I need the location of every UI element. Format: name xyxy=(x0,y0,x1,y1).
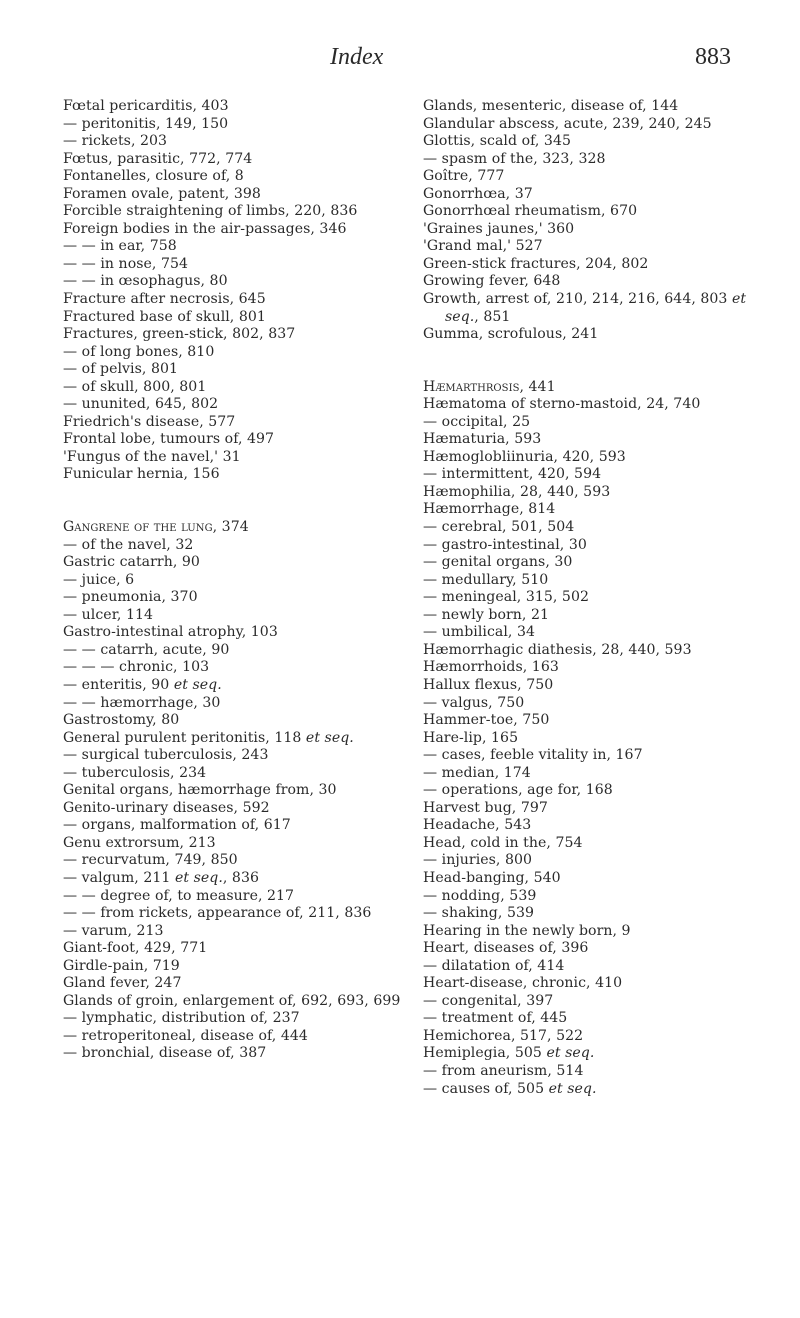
index-entry: — — catarrh, acute, 90 xyxy=(63,641,230,658)
index-entry: Gastrostomy, 80 xyxy=(63,712,180,729)
index-entry: Hæmarthrosis, 441 xyxy=(423,378,556,395)
index-entry: — genital organs, 30 xyxy=(423,554,573,571)
right-column xyxy=(423,98,778,1098)
left-column xyxy=(63,98,418,1063)
index-entry: Hæmophilia, 28, 440, 593 xyxy=(423,483,611,500)
index-entry: Hemichorea, 517, 522 xyxy=(423,1027,584,1044)
index-entry: — median, 174 xyxy=(423,764,531,781)
index-entry: — newly born, 21 xyxy=(423,606,550,623)
index-entry: 'Fungus of the navel,' 31 xyxy=(63,448,241,465)
index-entry: — of long bones, 810 xyxy=(63,343,215,360)
index-entry: Head, cold in the, 754 xyxy=(423,834,583,851)
index-entry: Hæmaturia, 593 xyxy=(423,431,542,448)
index-entry: Genu extrorsum, 213 xyxy=(63,834,216,851)
index-entry: — tuberculosis, 234 xyxy=(63,764,207,781)
index-entry: — bronchial, disease of, 387 xyxy=(63,1045,267,1062)
index-entry: Friedrich's disease, 577 xyxy=(63,413,236,430)
index-entry: — — degree of, to measure, 217 xyxy=(63,887,295,904)
index-entry: — organs, malformation of, 617 xyxy=(63,817,291,834)
index-entry: Girdle-pain, 719 xyxy=(63,957,180,974)
index-entry: — of pelvis, 801 xyxy=(63,361,178,378)
index-entry: Heart-disease, chronic, 410 xyxy=(423,975,623,992)
index-entry: Glands of groin, enlargement of, 692, 693, 699 xyxy=(63,992,401,1009)
index-entry: Fractured base of skull, 801 xyxy=(63,308,266,325)
index-entry: Gangrene of the lung, 374 xyxy=(63,519,249,536)
section-gap xyxy=(63,484,418,519)
index-entry: — — from rickets, appearance of, 211, 836 xyxy=(63,905,372,922)
index-entry: Fœtal pericarditis, 403 xyxy=(63,98,229,114)
index-entry: — — hæmorrhage, 30 xyxy=(63,694,221,711)
running-title: Index xyxy=(330,44,384,70)
index-entry: — of skull, 800, 801 xyxy=(63,378,207,395)
index-entry: 'Graines jaunes,' 360 xyxy=(423,220,575,237)
index-entry: — cases, feeble vitality in, 167 xyxy=(423,747,643,764)
index-entry: — causes of, 505 et seq. xyxy=(423,1080,597,1097)
index-entry: — — in ear, 758 xyxy=(63,238,177,255)
section-gap xyxy=(423,344,778,379)
index-entry: — ulcer, 114 xyxy=(63,606,154,623)
section-f-entries xyxy=(63,98,418,484)
index-entry: — valgus, 750 xyxy=(423,694,525,711)
index-entry: — juice, 6 xyxy=(63,571,135,588)
running-head xyxy=(0,44,800,74)
index-entry: — cerebral, 501, 504 xyxy=(423,519,575,536)
index-entry: 'Grand mal,' 527 xyxy=(423,238,543,255)
index-entry: Hemiplegia, 505 et seq. xyxy=(423,1045,595,1062)
page-number: 883 xyxy=(695,44,731,70)
index-entry: Hæmoglobliinuria, 420, 593 xyxy=(423,448,626,465)
index-entry: Hammer-toe, 750 xyxy=(423,712,550,729)
index-entry: Hare-lip, 165 xyxy=(423,729,519,746)
index-entry: — shaking, 539 xyxy=(423,905,534,922)
index-entry: — medullary, 510 xyxy=(423,571,549,588)
index-entry: Hallux flexus, 750 xyxy=(423,676,554,693)
index-entry: Glandular abscess, acute, 239, 240, 245 xyxy=(423,115,712,132)
index-entry: — — in nose, 754 xyxy=(63,255,189,272)
index-entry: — recurvatum, 749, 850 xyxy=(63,852,238,869)
index-entry: — intermittent, 420, 594 xyxy=(423,466,602,483)
index-entry: Giant-foot, 429, 771 xyxy=(63,940,208,957)
index-entry: Foramen ovale, patent, 398 xyxy=(63,185,261,202)
index-entry: Funicular hernia, 156 xyxy=(63,466,220,483)
index-entry: Genital organs, hæmorrhage from, 30 xyxy=(63,782,337,799)
index-entry: — spasm of the, 323, 328 xyxy=(423,150,606,167)
index-entry: Hæmorrhage, 814 xyxy=(423,501,556,518)
index-entry: — occipital, 25 xyxy=(423,413,531,430)
index-entry: — enteritis, 90 et seq. xyxy=(63,676,222,693)
index-entry: Heart, diseases of, 396 xyxy=(423,940,589,957)
index-entry: — congenital, 397 xyxy=(423,992,554,1009)
index-entry: Forcible straightening of limbs, 220, 836 xyxy=(63,203,358,220)
index-entry: — peritonitis, 149, 150 xyxy=(63,115,229,132)
index-entry: Hæmorrhoids, 163 xyxy=(423,659,559,676)
index-entry: — of the navel, 32 xyxy=(63,536,194,553)
index-entry: Headache, 543 xyxy=(423,817,532,834)
index-entry: Gonorrhœal rheumatism, 670 xyxy=(423,203,638,220)
index-entry: Fœtus, parasitic, 772, 774 xyxy=(63,150,253,167)
index-entry: — gastro-intestinal, 30 xyxy=(423,536,587,553)
index-entry: — lymphatic, distribution of, 237 xyxy=(63,1010,300,1027)
index-entry: — valgum, 211 et seq., 836 xyxy=(63,869,259,886)
index-entry: — varum, 213 xyxy=(63,922,164,939)
index-entry: — injuries, 800 xyxy=(423,852,533,869)
index-entry: — pneumonia, 370 xyxy=(63,589,198,606)
index-entry: Green-stick fractures, 204, 802 xyxy=(423,255,649,272)
index-entry: Head-banging, 540 xyxy=(423,869,561,886)
index-entry: Hearing in the newly born, 9 xyxy=(423,922,631,939)
index-entry: Gland fever, 247 xyxy=(63,975,182,992)
index-entry: — — in œsophagus, 80 xyxy=(63,273,228,290)
index-entry: — nodding, 539 xyxy=(423,887,537,904)
index-entry: Glottis, scald of, 345 xyxy=(423,133,571,150)
index-entry: — surgical tuberculosis, 243 xyxy=(63,747,269,764)
index-entry: — retroperitoneal, disease of, 444 xyxy=(63,1027,308,1044)
index-entry: — ununited, 645, 802 xyxy=(63,396,219,413)
index-entry: Goître, 777 xyxy=(423,168,505,185)
index-entry: Frontal lobe, tumours of, 497 xyxy=(63,431,275,448)
index-entry: — umbilical, 34 xyxy=(423,624,536,641)
index-entry: Glands, mesenteric, disease of, 144 xyxy=(423,98,679,114)
index-entry: Gumma, scrofulous, 241 xyxy=(423,326,599,343)
index-entry: General purulent peritonitis, 118 et seq. xyxy=(63,729,354,746)
index-entry: Fontanelles, closure of, 8 xyxy=(63,168,244,185)
index-entry: — treatment of, 445 xyxy=(423,1010,568,1027)
index-entry: Growing fever, 648 xyxy=(423,273,561,290)
index-entry: — meningeal, 315, 502 xyxy=(423,589,589,606)
index-entry: Hæmorrhagic diathesis, 28, 440, 593 xyxy=(423,641,692,658)
index-entry: Fractures, green-stick, 802, 837 xyxy=(63,326,296,343)
index-entry: Gastric catarrh, 90 xyxy=(63,554,200,571)
section-h-entries xyxy=(423,379,778,1098)
section-g-entries xyxy=(63,519,418,1063)
index-entry: — — — chronic, 103 xyxy=(63,659,210,676)
index-entry: Gastro-intestinal atrophy, 103 xyxy=(63,624,278,641)
index-entry: Foreign bodies in the air-passages, 346 xyxy=(63,220,347,237)
index-entry: — operations, age for, 168 xyxy=(423,782,613,799)
index-entry: Gonorrhœa, 37 xyxy=(423,185,533,202)
index-entry: — from aneurism, 514 xyxy=(423,1062,584,1079)
index-entry: Hæmatoma of sterno-mastoid, 24, 740 xyxy=(423,396,701,413)
section-g-continued-entries xyxy=(423,98,778,344)
index-entry: Genito-urinary diseases, 592 xyxy=(63,799,270,816)
index-entry: — dilatation of, 414 xyxy=(423,957,565,974)
index-entry: Harvest bug, 797 xyxy=(423,799,548,816)
index-entry: Growth, arrest of, 210, 214, 216, 644, 803 et seq., 851 xyxy=(423,291,747,325)
index-entry: — rickets, 203 xyxy=(63,133,168,150)
index-entry: Fracture after necrosis, 645 xyxy=(63,291,266,308)
